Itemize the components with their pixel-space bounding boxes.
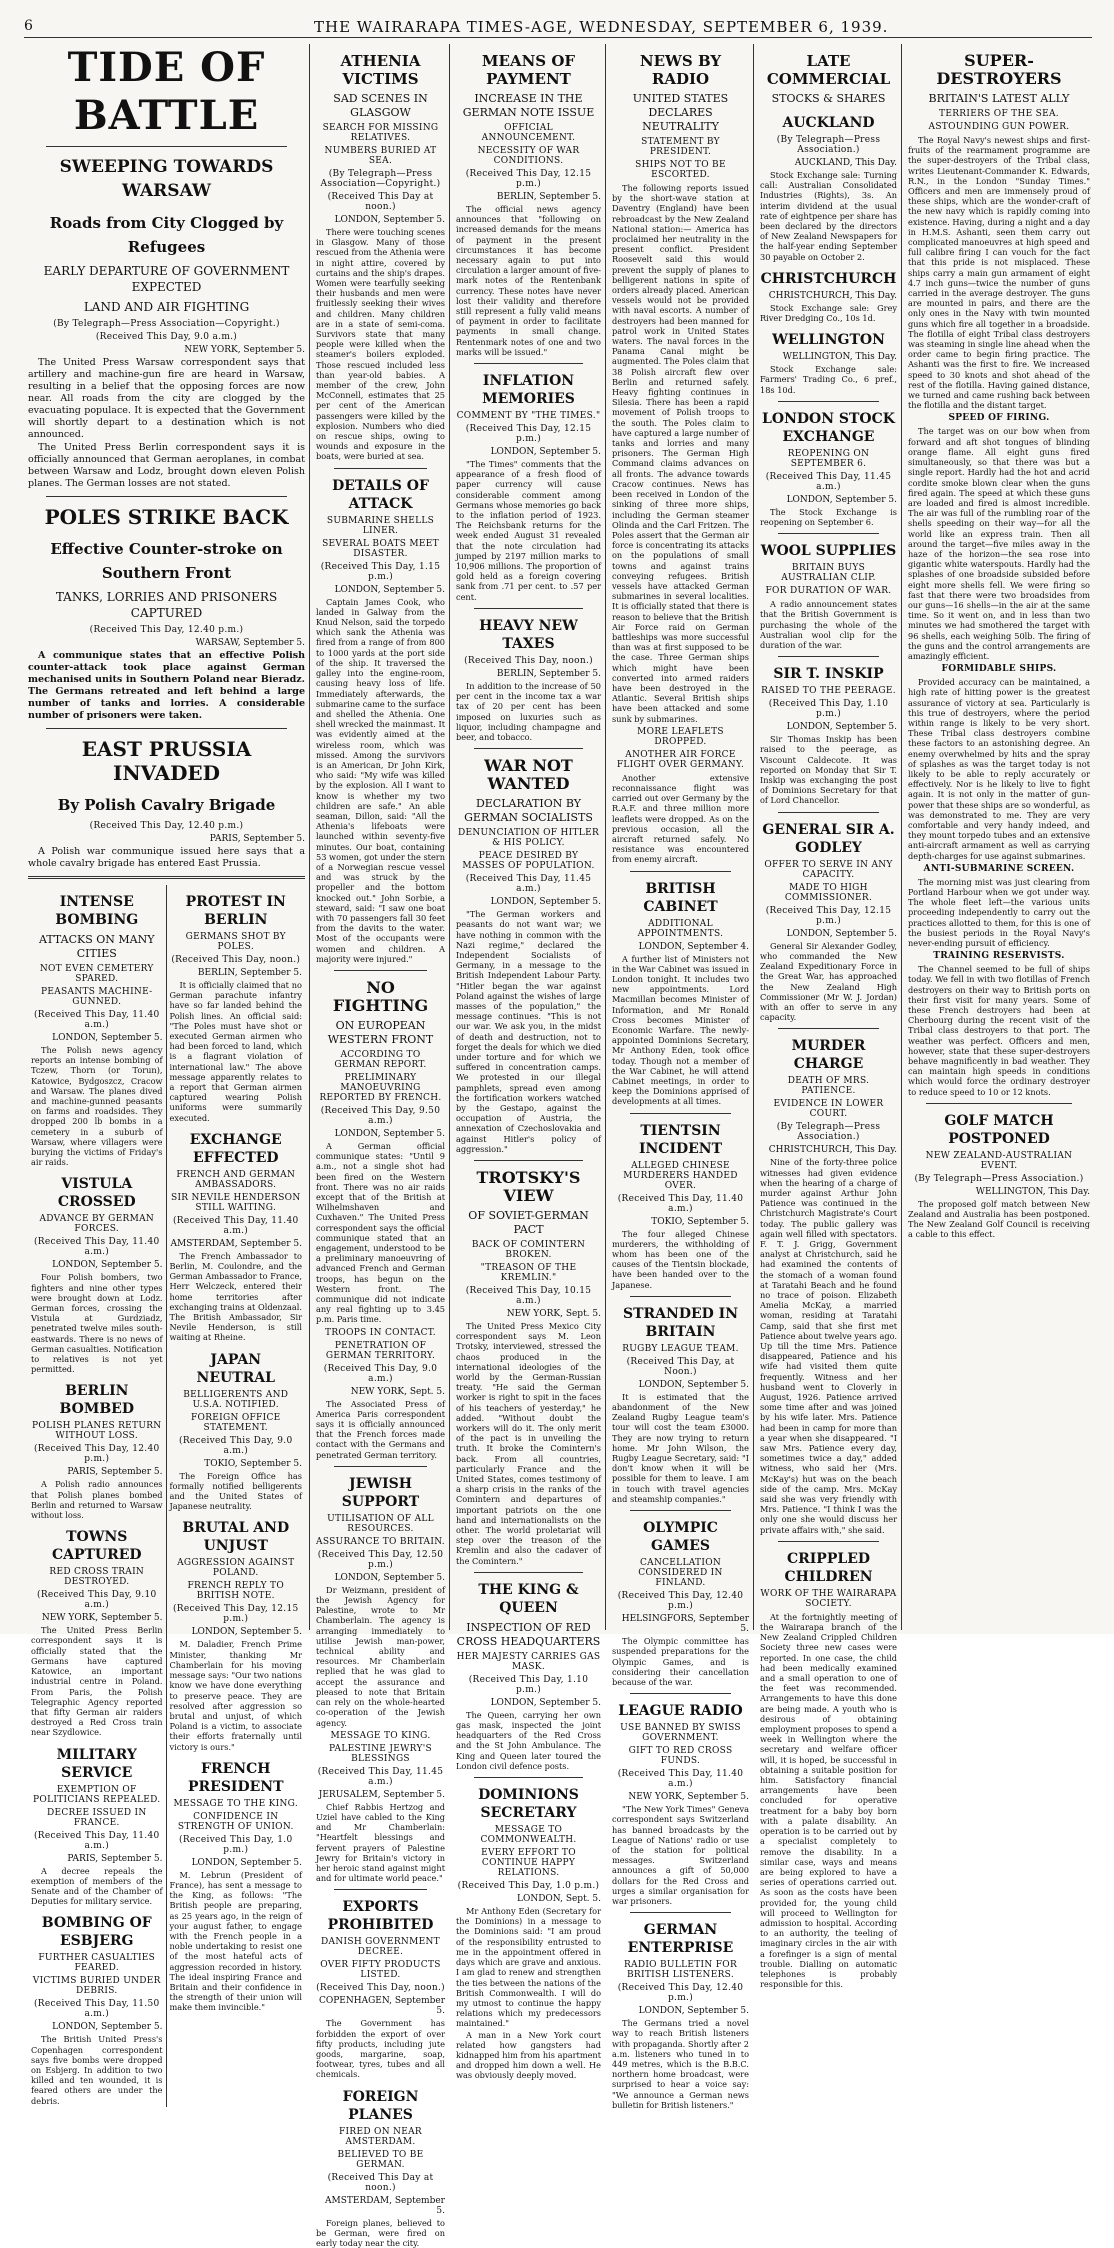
dateline: HELSINGFORS, September 5. — [621, 1614, 749, 1635]
vistula-headline: VISTULA CROSSED — [57, 1176, 136, 1211]
deck: TROOPS IN CONTACT. — [325, 1327, 436, 1338]
article-body: Foreign planes, believed to be German, were fired on early today near the city. — [316, 2217, 445, 2248]
received-line: (Received This Day, 9.0 a.m.) — [95, 332, 238, 342]
dateline: NEW YORK, September 5. — [184, 345, 305, 355]
received-line: (Received This Day, 12.40 p.m.) — [34, 1444, 160, 1465]
deck: TRAINING RESERVISTS. — [933, 951, 1065, 962]
received-line: (Received This Day, 12.15 p.m.) — [465, 169, 592, 189]
olympic-headline: OLYMPIC GAMES — [643, 1520, 718, 1555]
article-body: The official news agency announces that "following on increased demands for the means of payment in the present circumstances it has become necessary again to put into circulation a larger amount of five-mark notes of the Rentenbank currency. These notes have never lost their validity and therefore still represent a fully valid means of payment in order to facilitate payments in small change. Rentenmark notes of one and two marks will be issued." — [456, 204, 601, 357]
credit-line: (By Telegraph—Press Association.) — [776, 1122, 881, 1143]
nofight-headline: NO FIGHTING — [332, 977, 429, 1015]
deck: "TREASON OF THE KREMLIN." — [480, 1262, 577, 1283]
article-body: Stock Exchange sale: Grey River Dredging Co., 10s 1d. — [760, 302, 897, 324]
received-line: (Received This Day at noon.) — [327, 2172, 434, 2193]
received-line: (Received This Day, 1.0 p.m.) — [457, 1881, 600, 1892]
received-line: (Received This Day, 12.40 p.m.) — [617, 1591, 744, 1612]
dateline: LONDON, September 5. — [191, 1627, 302, 1638]
dateline: LONDON, September 5. — [638, 1379, 749, 1390]
received-line: (Received This Day, noon.) — [316, 1983, 445, 1994]
article-body: Four Polish bombers, two fighters and nine other types were brought down at Lodz. German forces, crossing the Vistula at Gurdziadz, penetrated twelve miles south-eastwards. There is no news of German casualties. Notification to relatives is not yet permitted. — [31, 1272, 163, 1375]
deck: PALESTINE JEWRY'S BLESSINGS — [329, 1743, 432, 1764]
dateline: NEW YORK, September 5. — [41, 1613, 163, 1624]
received-line: (Received This Day, 11.45 a.m.) — [317, 1766, 444, 1787]
deck: ANOTHER AIR FORCE FLIGHT OVER GERMANY. — [616, 749, 745, 770]
received-line: (Received This Day, 12.15 p.m.) — [465, 424, 592, 445]
kingqueen-headline: THE KING & QUEEN — [478, 1581, 579, 1616]
dateline: CHRISTCHURCH, This Day. — [768, 290, 897, 301]
tientsin-headline: TIENTSIN INCIDENT — [638, 1122, 723, 1157]
article-body: A further list of Ministers not in the War Cabinet was issued in London tonight. It includes two new appointments. Lord Macmillan becomes Minister of Information, and Mr Ronald Cross becomes Minister of Economic Warfare. The newly-appointed Dominions Secretary, Mr Anthony Eden, took office today. Though not a member of the War Cabinet, he will attend Cabinet meetings, in order to keep the Dominions apprised of developments at all times. — [612, 953, 749, 1107]
dateline: LONDON, September 5. — [490, 897, 601, 908]
article-body: A decree repeals the exemption of members of the Senate and of the Chamber of Deputies for military service. — [31, 1865, 163, 1907]
deck: SPEED OF FIRING. — [948, 413, 1050, 424]
deck: SEARCH FOR MISSING RELATIVES. — [322, 123, 439, 143]
deck: FIRED ON NEAR AMSTERDAM. — [339, 2126, 422, 2147]
article-body: It is estimated that the abandonment of the New Zealand Rugby League team's tour will cost the team £3000. They are now trying to return home. Mr John Wilson, the Rugby League Secretary, said: "I don't know when it will be possible for them to leave. I am in touch with travel agencies and steamship companies." — [612, 1391, 749, 1504]
auckland-headline: AUCKLAND — [782, 115, 875, 131]
deck: HER MAJESTY CARRIES GAS MASK. — [456, 1651, 601, 1672]
lead-headline: TIDE OF BATTLE — [67, 44, 266, 139]
deck: EXEMPTION OF POLITICIANS REPEALED. — [33, 1784, 161, 1805]
dateline: BERLIN, September 5. — [197, 968, 302, 978]
commercial-headline: LATE COMMERCIAL — [766, 52, 891, 88]
dateline: AMSTERDAM, September 5. — [324, 2195, 445, 2216]
intense-subhead: ATTACKS ON MANY CITIES — [39, 933, 155, 960]
deck: FURTHER CASUALTIES FEARED. — [38, 1953, 156, 1974]
deck: BRITAIN BUYS AUSTRALIAN CLIP. — [781, 563, 876, 584]
received-line: (Received This Day, 12.40 p.m.) — [89, 821, 244, 831]
deck: FOR DURATION OF WAR. — [765, 586, 892, 597]
deck: RADIO BULLETIN FOR BRITISH LISTENERS. — [623, 1960, 738, 1981]
wool-headline: WOOL SUPPLIES — [760, 543, 897, 560]
brutal-headline: BRUTAL AND UNJUST — [182, 1520, 290, 1555]
dateline: LONDON, September 5. — [334, 584, 445, 595]
subcolumn-left — [28, 885, 167, 2107]
deck: RUGBY LEAGUE TEAM. — [622, 1343, 739, 1354]
article-body: A German official communique states: "Until 9 a.m., not a single shot had been fired on the Western front. There was no air raids except that of the British at Wilhelmshaven and Cuxhaven." The United Press correspondent says the official communique stated that an engagement, understood to be a preliminary manoeuvring of advanced French and German troops, has begun on the Western front. The communique did not indicate any real fighting up to 3.45 p.m. Paris time. — [316, 1140, 445, 1325]
deck: ANTI-SUBMARINE SCREEN. — [923, 863, 1075, 874]
dateline: COPENHAGEN, September 5. — [318, 1996, 445, 2017]
subcolumn-right — [167, 885, 305, 2107]
inflation-headline: INFLATION MEMORIES — [482, 373, 575, 408]
article-body: The United Press Mexico City correspondent says M. Leon Trotsky, interviewed, stressed the chaos produced in the international ideologies of the world by the German-Russian treaty. "He said the German worker is right to spit in the faces of his teachers of yesterday," he added. "Without doubt the workers will do it. The only merit of the pact is in unveiling the truth. It broke the Comintern's back. From all countries, particularly France and the United States, comes testimony of a sharp crisis in the ranks of the Comintern and departures of important patriots on the one hand and internationalists on the other. The world proletariat will step over the treason of the Kremlin and also the cadaver of the Comintern." — [456, 1320, 601, 1566]
exchange-headline: EXCHANGE EFFECTED — [189, 1131, 282, 1166]
deck: CANCELLATION CONSIDERED IN FINLAND. — [638, 1558, 723, 1589]
deck: SEVERAL BOATS MEET DISASTER. — [322, 538, 439, 559]
deck: NECESSITY OF WAR CONDITIONS. — [477, 146, 580, 166]
deck: RAISED TO THE PEERAGE. — [761, 686, 896, 697]
deck: CONFIDENCE IN STRENGTH OF UNION. — [177, 1811, 294, 1832]
received-line: (Received This Day at noon.) — [327, 192, 434, 212]
deck: MESSAGE TO KING. — [330, 1730, 431, 1741]
article-body: The United Press Berlin correspondent says it is officially stated that the Germans have captured Katowice, an important industrial centre in Poland. From Paris, the Polish Telegraphic Agency reported that fifty German air raiders destroyed a Red Cross train near Szydlowice. — [31, 1625, 163, 1738]
article-body: The United Press Warsaw correspondent says that artillery and machine-gun fire are heard in Warsaw, resulting in a belief that the opposing forces are now near. All roads from the city are clogged by the evacuating populace. It is expected that the Government will shortly depart to a destination which is not announced. The United Press Berlin correspondent says it is officially announced that German aeroplanes, in combat between Warsaw and Lodz, brought down eleven Polish planes. The German losses are not stated. — [28, 357, 305, 489]
article-body: M. Lebrun (President of France), has sent a message to the King, as follows: "The British people are preparing, as 25 years ago, in the reign of your august father, to engage with the French people in a noble undertaking to resist one of the most hateful acts of aggression recorded in history. The ideal inspiring France and Britain and their confidence in the strength of their union will make them invincible." — [169, 1869, 302, 2013]
credit-line: (By Telegraph—Press Association—Copyright.) — [320, 169, 441, 189]
deck: ADVANCE BY GERMAN FORCES. — [39, 1214, 155, 1235]
nofight-subhead: ON EUROPEAN WESTERN FRONT — [327, 1018, 434, 1046]
article-body: In addition to the increase of 50 per cent in the income tax a war tax of 20 per cent has been imposed on luxuries such as liquor, including champagne and beer, and tobacco. — [456, 680, 601, 742]
received-line: (Received This Day, 11.40 a.m.) — [34, 1830, 160, 1851]
received-line: (Received This Day, 11.50 a.m.) — [34, 1999, 160, 2020]
deck: DANISH GOVERNMENT DECREE. — [321, 1937, 440, 1958]
article-body: The proposed golf match between New Zealand and Australia has been postponed. The New Zealand Golf Council is receiving a cable to this effect. — [908, 1198, 1090, 1240]
masthead — [24, 16, 1092, 38]
deck: VICTIMS BURIED UNDER DEBRIS. — [32, 1976, 161, 1997]
prussia-subhead: By Polish Cavalry Brigade — [57, 796, 276, 814]
article-body: There were touching scenes in Glasgow. Many of those rescued from the Athenia were in night attire, covered by curtains and the ship's drapes. Women were tearfully seeking their husbands and men were fruitlessly seeking their wives and children. Many children are in a state of semi-coma. Survivors state that many people were killed when the steamer's boilers exploded. Those rescued included less than year-old babies. A member of the crew, John McConnell, estimates that 25 per cent of the American passengers were killed by the explosion. Numbers who died on rescue ships, owing to wounds and exposure in the boats, were buried at sea. — [316, 227, 445, 462]
dateline: JERUSALEM, September 5. — [318, 1789, 445, 1800]
esbjerg-headline: BOMBING OF ESBJERG — [41, 1915, 152, 1950]
article-body: Stock Exchange sale: Turning call: Australian Consolidated Industries (Rights), 3s. An interim dividend at the usual rate of eightpence per share has been declared by the directors of New Zealand Newspapers for the half-year ending September 30 payable on October 2. — [760, 170, 897, 262]
dateline: LONDON, September 5. — [334, 1128, 445, 1139]
deck: MORE LEAFLETS DROPPED. — [637, 726, 724, 747]
column-lead — [24, 44, 310, 2106]
article-body: The Queen, carrying her own gas mask, inspected the joint headquarters of the Red Cross and the St John Ambulance. The King and Queen later toured the London civil defence posts. — [456, 1709, 601, 1771]
article-body: Sir Thomas Inskip has been raised to the peerage, as Viscount Caldecote. It was reported on Monday that Sir T. Inskip was exchanging the post of Dominions Secretary for that of Lord Chancellor. — [760, 734, 897, 806]
received-line: (Received This Day, 12.40 p.m.) — [617, 1983, 744, 2004]
column-3 — [452, 44, 606, 2081]
article-body: The Government has forbidden the export of over fifty products, including jute goods, margarine, soap, footwear, tyres, tubes and all chemicals. — [316, 2018, 445, 2080]
protest-headline: PROTEST IN BERLIN — [185, 894, 286, 928]
war-headline: WAR NOT WANTED — [484, 756, 573, 794]
article-body: Another extensive reconnaissance flight was carried out over Germany by the R.A.F. and three million more leaflets were dropped. As on the previous occasion, all the aircraft returned safely. No resistance was encountered from enemy aircraft. — [612, 772, 749, 865]
deck: PEACE DESIRED BY MASSES OF POPULATION. — [462, 851, 595, 872]
credit-line: (By Telegraph—Press Association.) — [914, 1173, 1084, 1184]
deck: STATEMENT BY PRESIDENT. — [641, 137, 720, 157]
lead-subhead-2: Roads from City Clogged by Refugees — [49, 214, 284, 256]
deck: UTILISATION OF ALL RESOURCES. — [327, 1513, 434, 1534]
deck: FRENCH REPLY TO BRITISH NOTE. — [187, 1581, 285, 1602]
deck: MESSAGE TO THE KING. — [173, 1798, 298, 1809]
dateline: WARSAW, September 5. — [195, 638, 305, 648]
article-body: The four alleged Chinese murderers, the withholding of whom has been one of the causes of the Tientsin blockade, have been handed over to the Japanese. — [612, 1228, 749, 1290]
league-headline: LEAGUE RADIO — [618, 1703, 743, 1720]
dateline: BERLIN, September 5. — [496, 668, 601, 679]
dominions-headline: DOMINIONS SECRETARY — [478, 1787, 579, 1822]
destroyers-subhead: BRITAIN'S LATEST ALLY — [928, 92, 1070, 105]
article-body: A Polish radio announces that Polish planes bombed Berlin and returned to Warsaw without loss. — [31, 1479, 163, 1521]
deck: NUMBERS BURIED AT SEA. — [324, 146, 437, 166]
taxes-headline: HEAVY NEW TAXES — [479, 617, 578, 652]
towns-headline: TOWNS CAPTURED — [51, 1529, 142, 1564]
received-line: (Received This Day, 9.0 a.m.) — [323, 1363, 438, 1384]
deck: POLISH PLANES RETURN WITHOUT LOSS. — [32, 1421, 162, 1442]
received-line: (Received This Day, 12.40 p.m.) — [89, 625, 244, 635]
page-number: 6 — [24, 18, 33, 34]
deck: EVERY EFFORT TO CONTINUE HAPPY RELATIONS. — [481, 1848, 576, 1879]
column-5 — [756, 44, 902, 1990]
stocks-subhead: STOCKS & SHARES — [771, 92, 886, 105]
radio-subhead: UNITED STATES DECLARES NEUTRALITY — [632, 92, 729, 133]
deck: DECREE ISSUED IN FRANCE. — [46, 1807, 147, 1828]
dateline: LONDON, September 5. — [490, 1697, 601, 1708]
received-line: (Received This Day, 12.15 p.m.) — [765, 905, 892, 926]
received-line: (Received This Day, 1.10 p.m.) — [468, 1674, 589, 1695]
received-line: (Received This Day, 12.50 p.m.) — [317, 1549, 444, 1570]
dateline: PARIS, September 5. — [67, 1853, 163, 1864]
deck: DEATH OF MRS. PATIENCE. — [787, 1076, 870, 1097]
received-line: (Received This Day, 11.40 a.m.) — [34, 1237, 160, 1258]
dateline: NEW YORK, Sept. 5. — [350, 1386, 445, 1397]
deck: OFFER TO SERVE IN ANY CAPACITY. — [764, 859, 893, 880]
received-line: (Received This Day, 11.40 a.m.) — [617, 1769, 744, 1790]
deck: ASSURANCE TO BRITAIN. — [316, 1536, 445, 1547]
deck: GIFT TO RED CROSS FUNDS. — [628, 1746, 733, 1767]
article-body: The target was on our bow when from forward and aft shot tongues of blinding orange flame. All eight guns fired simultaneously, so that there was but a single report. Hardly had the hot and acrid cordite smoke blown clear when the guns fired again. The speed at which these guns are loaded and fired is almost incredible. The air was full of the rumbling roar of the shells speeding on their way—for all the world like an express train. Then all around the target—five miles away in the haze of the horizon—the sea rose into gigantic white waterspouts. Hardly had the splashes of one broadside subsided before eight more shells fell. We were firing so fast that there were two broadsides from our guns—16 shells—in the air at the same time. So it went on, and in less than two minutes we had smothered the target with 96 shells, each weighing 50lb. The firing of the guns and the control arrangements are amazingly efficient. — [908, 426, 1090, 661]
deck: AGGRESSION AGAINST POLAND. — [177, 1558, 295, 1579]
planes-headline: FOREIGN PLANES — [342, 2088, 419, 2123]
received-line: (Received This Day, 10.15 a.m.) — [465, 1285, 592, 1306]
deck: REOPENING ON SEPTEMBER 6. — [787, 448, 870, 469]
dateline: AMSTERDAM, September 5. — [170, 1238, 302, 1249]
details-headline: DETAILS OF ATTACK — [332, 477, 429, 512]
poles-subhead: Effective Counter-stroke on Southern Front — [50, 540, 283, 582]
newspaper-title: THE WAIRARAPA TIMES-AGE, WEDNESDAY, SEPTEMBER 6, 1939. — [314, 18, 889, 36]
crippled-headline: CRIPPLED CHILDREN — [784, 1550, 873, 1585]
deck: SHIPS NOT TO BE ESCORTED. — [635, 160, 726, 180]
credit-line: (By Telegraph—Press Association—Copyright.) — [53, 319, 280, 329]
deck: NOT EVEN CEMETERY SPARED. — [39, 964, 154, 984]
dateline: LONDON, September 5. — [52, 2022, 163, 2033]
received-line: (Received This Day, 11.45 a.m.) — [765, 471, 892, 492]
deck: WORK OF THE WAIRARAPA SOCIETY. — [760, 1588, 897, 1609]
dateline: PARIS, September 5. — [209, 834, 305, 844]
article-body: Provided accuracy can be maintained, a high rate of hitting power is the greatest assurance of victory at sea. Particularly is this true of destroyers, where the period within range is likely to be very short. These Tribal class destroyers combine these factors to an astonishing degree. An enemy overwhelmed by hits and the spray of splashes as was the target today is not likely to be able to reply accurately or effectively. Nor is he likely to live to fight again. It is not only in the matter of gun-power that these ships are so wonderful, as was demonstrated to me. They are very comfortable and very handy indeed, and they mount torpedo tubes and an extensive anti-aircraft armament as well as carrying depth-charges for use against submarines. — [908, 677, 1090, 861]
dateline: WELLINGTON, This Day. — [975, 1186, 1090, 1197]
article-body: The Foreign Office has formally notified belligerents and the United States of Japanese neutrality. — [169, 1470, 302, 1512]
column-6 — [904, 44, 1094, 1630]
deck: PRELIMINARY MANOEUVRING REPORTED BY FRENCH. — [319, 1072, 442, 1103]
murder-headline: MURDER CHARGE — [791, 1038, 866, 1073]
trotsky-headline: TROTSKY'S VIEW — [476, 1167, 581, 1205]
kingqueen-subhead: INSPECTION OF RED CROSS HEADQUARTERS — [456, 1620, 601, 1648]
godley-headline: GENERAL SIR A. GODLEY — [762, 821, 895, 856]
dateline: LONDON, September 5. — [191, 1857, 302, 1868]
deck: FRENCH AND GERMAN AMBASSADORS. — [176, 1169, 296, 1190]
deck: OVER FIFTY PRODUCTS LISTED. — [320, 1960, 441, 1981]
christchurch-headline: CHRISTCHURCH — [760, 270, 897, 287]
deck: ALLEGED CHINESE MURDERERS HANDED OVER. — [623, 1160, 738, 1191]
received-line: (Received This Day, 11.45 a.m.) — [465, 874, 592, 895]
column-4 — [608, 44, 754, 2110]
deck: DENUNCIATION OF HITLER & HIS POLICY. — [457, 828, 600, 849]
berlin-headline: BERLIN BOMBED — [59, 1383, 134, 1418]
wellington-headline: WELLINGTON — [772, 332, 885, 349]
deck: SUBMARINE SHELLS LINER. — [326, 515, 435, 536]
article-body: A Polish war communique issued here says that a whole cavalry brigade has entered East Prussia. — [28, 846, 305, 869]
article-body: Dr Weizmann, president of the Jewish Agency for Palestine, wrote to Mr Chamberlain. The agency is arranging immediately to utilise Jewish man-power, technical ability and resources. Mr Chamberlain replied that he was glad to accept the assurance and pleased to note that Britain can rely on the whole-hearted co-operation of the Jewish agency. — [316, 1584, 445, 1728]
received-line: (Received This Day, 11.40 a.m.) — [34, 1010, 160, 1030]
article-body: The Associated Press of America Paris correspondent says it is officially announced that the French forces made contact with the Germans and penetrated German territory. — [316, 1398, 445, 1460]
dateline: NEW YORK, September 5. — [628, 1792, 749, 1803]
deck: USE BANNED BY SWISS GOVERNMENT. — [620, 1723, 741, 1744]
dateline: LONDON, September 5. — [490, 447, 601, 458]
dateline: TOKIO, September 5. — [651, 1216, 749, 1227]
dateline: LONDON, September 5. — [334, 1572, 445, 1583]
dateline: PARIS, September 5. — [67, 1467, 163, 1478]
prussia-headline: EAST PRUSSIA INVADED — [81, 737, 252, 785]
article-body: At the fortnightly meeting of the Wairarapa branch of the New Zealand Crippled Children Society three new cases were reported. In one case, the child had been medically examined and a small operation to one of the feet was recommended. Arrangements to have this done are being made. A youth who is desirous of obtaining employment proposes to spend a week in Wellington where the secretary and welfare officer will, it is hoped, be successful in obtaining a suitable position for him. Satisfactory financial arrangements have been concluded for operative treatment for a baby boy born with a palate disability. An operation is to be carried out by a specialist completely to remove the disability. In a similar case, ways and means are being explored to have a series of operations carried out. As soon as the costs have been provided for, the young child will proceed to Wellington for admission to hospital. According to an authority, the teeling of imaginary circles in the air with a forefinger is a sign of mental trouble. Dialling on automatic telephones is probably responsible for this. — [760, 1611, 898, 1990]
article-body: It is officially claimed that no German parachute infantry have so far landed behind the Polish lines. An official said: "The Poles must have shot or executed German airmen who had been forced to land, which is a flagrant violation of international law." The above message apparently relates to a report that German airmen captured wearing Polish uniforms were summarily executed. — [169, 980, 302, 1123]
president-headline: FRENCH PRESIDENT — [187, 1760, 284, 1795]
deck: GERMANS SHOT BY POLES. — [185, 932, 286, 952]
military-headline: MILITARY SERVICE — [56, 1746, 137, 1781]
deck: EVIDENCE IN LOWER COURT. — [773, 1099, 884, 1120]
lse-headline: LONDON STOCK EXCHANGE — [762, 410, 895, 445]
trotsky-subhead: OF SOVIET-GERMAN PACT — [468, 1208, 589, 1236]
dateline: LONDON, September 4. — [638, 941, 749, 952]
deck: MADE TO HIGH COMMISSIONER. — [784, 882, 873, 903]
intense-headline: INTENSE BOMBING — [55, 894, 139, 928]
received-line: (Received This Day, 1.0 p.m.) — [179, 1834, 293, 1855]
destroyers-headline: SUPER-DESTROYERS — [936, 51, 1062, 88]
exports-headline: EXPORTS PROHIBITED — [327, 1899, 434, 1934]
received-line: (Received This Day, 9.50 a.m.) — [320, 1105, 441, 1126]
deck: PENETRATION OF GERMAN TERRITORY. — [325, 1340, 436, 1361]
deck: RED CROSS TRAIN DESTROYED. — [49, 1567, 145, 1588]
received-line: (Received This Day, noon.) — [171, 955, 301, 965]
article-body: Captain James Cook, who landed in Galway from the Knud Nelson, said the torpedo which sank the Athenia was fired from a range of from 800 to 1000 yards at the port side of the ship. It traversed the galley into the engine-room, causing heavy loss of life. Immediately afterwards, the submarine came to the surface and shelled the Athenia. One shell wrecked the mainmast. It was evidently aimed at the wireless room, which was missed. Among the survivors is an American, Dr John Kirk, who said: "My wife was killed by the explosion. All I want to know is whether my two children are safe." An able seaman, Dillon, said: "All the Athenia's lifeboats were launched within seventy-five minutes. Our boat, containing 53 women, got under the stern of a Norwegian rescue vessel and was struck by the propeller and the bottom knocked out." John Sorbie, a steward, said: "I saw one boat with 70 passengers fall 30 feet from the davits to the water. Most of the occupants were women and children. A majority were injured." — [316, 596, 445, 964]
deck: OFFICIAL ANNOUNCEMENT. — [481, 123, 576, 143]
dateline: NEW YORK, Sept. 5. — [506, 1308, 601, 1319]
received-line: (Received This Day, 11.40 a.m.) — [617, 1193, 744, 1214]
article-body: "The New York Times" Geneva correspondent says Switzerland has banned broadcasts by the League of Nations' radio or use of the station for political messages. Switzerland announces a gift of 50,000 dollars for the Red Cross and urges a similar organisation for war prisoners. — [612, 1804, 749, 1906]
received-line: (Received This Day, noon.) — [464, 655, 593, 666]
article-body: Chief Rabbis Hertzog and Uziel have cabled to the King and Mr Chamberlain: "Heartfelt blessings and fervent prayers of Palestine Jewry for Britain's victory in her heroic stand against might and for ultimate world peace." — [316, 1801, 445, 1884]
article-body: The Stock Exchange is reopening on September 6. — [760, 506, 897, 528]
dateline: BERLIN, September 5. — [496, 192, 601, 202]
article-body: M. Daladier, French Prime Minister, thanking Mr Chamberlain for his moving message says: "Our two nations know we have done everything to preserve peace. They are resolved after aggression so brutal and unjust, of which Poland is a victim, to associate their efforts fraternally until victory is ours." — [169, 1639, 302, 1752]
article-body: The Germans tried a novel way to reach British listeners with propaganda. Shortly after 2 a.m. listeners who tuned in to 449 metres, which is the B.B.C. northern home broadcast, were surprised to hear a voice say: "We announce a German news bulletin for British listeners." — [612, 2018, 749, 2110]
dateline: LONDON, September 5. — [334, 215, 445, 225]
dateline: LONDON, September 5. — [638, 2006, 749, 2017]
article-body: Stock Exchange sale: Farmers' Trading Co., 6 pref., 18s 10d. — [760, 364, 897, 395]
article-body: The Olympic committee has suspended preparations for the Olympic Games, and is considering their cancellation because of the war. — [612, 1636, 749, 1687]
athenia-subhead: SAD SCENES IN GLASGOW — [333, 92, 428, 119]
column-2 — [312, 44, 450, 2248]
received-line: (Received This Day, 11.40 a.m.) — [173, 1215, 299, 1236]
article-body: The Channel seemed to be full of ships today. We fell in with two flotillas of French destroyers on their way to British ports on their first visit for many years. Some of these French destroyers had been at Cherbourg during the recent visit of the Tribal class destroyers to that port. The weather was perfect. Officers and men, however, state that these super-destroyers behave magnificently in bad weather. They can maintain high speeds in conditions which would force the ordinary destroyer to reduce speed to 10 or 12 knots. — [908, 964, 1090, 1097]
received-line: (Received This Day, 9.10 a.m.) — [37, 1590, 157, 1611]
war-subhead: DECLARATION BY GERMAN SOCIALISTS — [464, 797, 593, 825]
dateline: LONDON, September 5. — [786, 722, 897, 733]
credit-line: (By Telegraph—Press Association.) — [776, 135, 881, 155]
dateline: CHRISTCHURCH, This Day. — [768, 1145, 897, 1156]
deck: BELLIGERENTS AND U.S.A. NOTIFIED. — [183, 1389, 289, 1410]
article-body: The morning mist was just clearing from Portland Harbour when we got under way. The whole fleet left—the various units proceeding independently to carry out the practices allotted to them, for this is one of the busiest periods in the Royal Navy's never-ending pursuit of efficiency. — [908, 876, 1090, 949]
deck: TERRIERS OF THE SEA. — [939, 109, 1059, 119]
dateline: LONDON, Sept. 5. — [516, 1894, 601, 1905]
article-body: The French Ambassador to Berlin, M. Coulondre, and the German Ambassador to France, Herr Welczeck, entered their home territories after exchanging trains at Oldenzaal. The British Ambassador, Sir Nevile Henderson, is still waiting at Rheine. — [169, 1250, 302, 1343]
deck: ADDITIONAL APPOINTMENTS. — [637, 918, 724, 939]
lead-subhead-4: LAND AND AIR FIGHTING — [83, 300, 250, 314]
article-body: The Royal Navy's newest ships and first-fruits of the rearmament programme are the super-destroyers of the Tribal class, writes Lieutenant-Commander K. Edwards, R.N., in the London "Sunday Times." Officers and men are immensely proud of these ships, which are the wonder-craft of the new navy which is rapidly coming into existence. Having, during a night and a day in H.M.S. Ashanti, seen them carry out complicated manoeuvres at high speed and full calibre firing I can vouch for the fact that this pride is not misplaced. These ships carry a main gun armament of eight 4.7 inch guns—twice the number of guns carried in the average destroyer. The guns are mounted in pairs, and there are the only ones in the Navy with twin mounted guns which fire all together in a broadside. The flotilla of eight Tribal class destroyers was steaming in single line ahead when the order came to begin firing practice. The Ashanti was the first to fire. We increased speed to 30 knots and shot ahead of the rest of the flotilla. Having gained distance, we turned and came rushing back between the flotilla and the distant target. — [908, 135, 1090, 411]
dateline: LONDON, September 5. — [786, 494, 897, 505]
received-line: (Received This Day, 9.0 a.m.) — [179, 1435, 293, 1456]
deck: PEASANTS MACHINE-GUNNED. — [41, 987, 153, 1007]
enterprise-headline: GERMAN ENTERPRISE — [627, 1922, 734, 1957]
article-body: "The German workers and peasants do not want war; we have nothing in common with the Nazi regime," declared the Independent Socialists of Germany, in a message to the British Independent Labour Party. "Hitler began the war against Poland against the wishes of large masses of the population," the message continues. "This is not our war. We ask you, in the midst of death and destruction, not to forget the deals for which we died under torture and for which we suffered in concentration camps. We protested in our illegal pamphlets, spread even among the fortification workers watched by the Gestapo, against the occupation of Austria, the annexation of Czechoslovakia and against Hitler's policy of aggression." — [456, 909, 601, 1154]
deck: BELIEVED TO BE GERMAN. — [337, 2149, 424, 2170]
article-body: General Sir Alexander Godley, who commanded the New Zealand Expeditionary Force in the Great War, has approached the New Zealand High Commissioner (Mr W. J. Jordan) with an offer to serve in any capacity. — [760, 940, 897, 1023]
article-body: The Polish news agency reports an intense bombing of Tczew, Thorn (or Torun), Katowice, Bydgoszcz, Cracow and Warsaw. The planes dived and machine-gunned peasants on farms and roadsides. They dropped 200 lb bombs in a cemetery in a suburb of Warsaw, where villagers were burying the victims of Friday's air raids. — [31, 1045, 163, 1168]
deck: FOREIGN OFFICE STATEMENT. — [190, 1412, 281, 1433]
stranded-headline: STRANDED IN BRITAIN — [623, 1305, 738, 1340]
article-body: "The Times" comments that the appearance of a fresh flood of paper currency will cause considerable comment among Germans whose memories go back to the inflation period of 1923. The Reichsbank returns for the week ended August 31 revealed that the note circulation had jumped by 2197 million marks to 10,906 millions. The proportion of gold held as a foreign covering sank from .71 per cent. to .57 per cent. — [456, 459, 601, 602]
dateline: LONDON, September 5. — [52, 1033, 163, 1043]
payment-headline: MEANS OF PAYMENT — [481, 52, 576, 88]
lead-subhead-3: EARLY DEPARTURE OF GOVERNMENT EXPECTED — [43, 264, 290, 294]
dateline: LONDON, September 5. — [786, 928, 897, 939]
japan-headline: JAPAN NEUTRAL — [196, 1351, 275, 1386]
article-body: Mr Anthony Eden (Secretary for the Dominions) in a message to the Dominions said: "I am proud of the responsibility entrusted to me in the appointment offered in days which are grave and anxious. I am glad to renew and strengthen the ties between the nations of the British Commonwealth. I will do my utmost to continue the happy relations which my predecessors maintained." A man in a New York court related how gangsters had kidnapped him from his apartment and dropped him down a well. He was obviously deeply moved. — [456, 1906, 601, 2081]
inskip-headline: SIR T. INSKIP — [773, 666, 884, 683]
deck: ASTOUNDING GUN POWER. — [928, 122, 1070, 132]
deck: NEW ZEALAND-AUSTRALIAN EVENT. — [925, 1150, 1073, 1171]
received-line: (Received This Day, 1.15 p.m.) — [320, 561, 441, 582]
cabinet-headline: BRITISH CABINET — [643, 880, 718, 915]
dateline: LONDON, September 5. — [52, 1260, 163, 1271]
poles-headline: POLES STRIKE BACK — [44, 505, 289, 529]
deck: ACCORDING TO GERMAN REPORT. — [334, 1049, 427, 1070]
deck: SIR NEVILE HENDERSON STILL WAITING. — [170, 1192, 301, 1213]
deck: COMMENT BY "THE TIMES." — [456, 411, 601, 422]
jewish-headline: JEWISH SUPPORT — [341, 1475, 420, 1510]
article-body: The British United Press's Copenhagen correspondent says five bombs were dropped on Esbjerg. In addition to two killed and ten wounded, it is feared others are under the debris. — [31, 2034, 163, 2106]
dateline: AUCKLAND, This Day. — [794, 158, 897, 168]
dateline: WELLINGTON, This Day. — [782, 352, 897, 363]
poles-subhead-2: TANKS, LORRIES AND PRISONERS CAPTURED — [55, 590, 278, 620]
lead-split-columns — [28, 885, 305, 2107]
deck: BACK OF COMINTERN BROKEN. — [471, 1239, 586, 1260]
payment-subhead: INCREASE IN THE GERMAN NOTE ISSUE — [462, 92, 595, 119]
article-body: Nine of the forty-three police witnesses had given evidence when the hearing of a charge of murder against Arthur John Patience was continued in the Christchurch Magistrate's Court today. The public gallery was again well filled with spectators. F. T. J. Grigg, Government analyst at Christchurch, said he had examined the contents of the stomach of a woman found at Taratahi Beach and he found no trace of poison. Elizabeth Amelia McKay, a married woman, residing at Taratahi Camp, said that she first met Patience about twelve years ago. Up till the time Mrs. Patience disappeared, Patience and his wife had visited them quite frequently. Witness and her husband went to Cloverly in August, 1926. Patience arrived some time after and was joined by his wife later. Mrs. Patience had been in camp for more than a year when she disappeared. "I saw Mrs. Patience every day, sometimes twice a day," added witness, who said her (Mrs. McKay's) hut was on the beach side of the camp. Mrs. McKay said she was very friendly with Mrs. Patience. "I think I was the only one she would discuss her private affairs with," she said. — [760, 1157, 897, 1535]
lead-subhead: SWEEPING TOWARDS WARSAW — [59, 157, 274, 201]
dateline: TOKIO, September 5. — [204, 1458, 302, 1469]
article-body: The following reports issued by the short-wave station at Daventry (England) have been rebroadcast by the New Zealand National station:— America has proclaimed her neutrality in the present conflict. President Roosevelt said this would prevent the supply of planes to belligerent nations in spite of orders already placed. American vessels would not be provided with naval escorts. A number of destroyers had been manned for patrol work in United States waters. The naval forces in the Panama Canal might be augmented. The Poles claim that 38 Polish aircraft flew over Berlin and returned safely. Heavy fighting continues in Silesia. There has been a rapid movement of Polish troops to the south. The Poles claim to have captured a large number of tanks and lorries and many prisoners. The German High Command claims advances on all fronts. The advance towards Cracow continues. News has been received in London of the sinking of three more ships, including the German steamer Olinda and the Carl Fritzen. The Poles assert that the German air force is concentrating its attacks on the populations of small towns and against trains conveying refugees. British vessels have attacked German submarines in several localities. It is officially stated that there is reason to believe that the British Air Force raid on German battleships was more successful than was at first supposed to be the case. Three German ships which might have been converted into armed raiders have been destroyed in the Atlantic. Several British ships have been attacked and some sunk by submarines. — [612, 183, 749, 724]
received-line: (Received This Day, 1.10 p.m.) — [768, 699, 889, 720]
athenia-headline: ATHENIA VICTIMS — [340, 52, 421, 88]
radio-headline: NEWS BY RADIO — [639, 52, 722, 88]
golf-headline: GOLF MATCH POSTPONED — [944, 1112, 1054, 1147]
deck: MESSAGE TO COMMONWEALTH. — [480, 1825, 577, 1846]
received-line: (Received This Day, 12.15 p.m.) — [173, 1604, 299, 1625]
received-line: (Received This Day, at Noon.) — [626, 1356, 735, 1377]
article-body: A radio announcement states that the British Government is purchasing the whole of the Australian wool clip for the duration of the war. — [760, 599, 897, 651]
deck: FORMIDABLE SHIPS. — [941, 664, 1057, 675]
article-body: A communique states that an effective Polish counter-attack took place against German mechanised units in Southern Poland near Bieradz. The Germans retreated and left behind a large number of tanks and lorries. A considerable number of prisoners were taken. — [28, 650, 305, 721]
